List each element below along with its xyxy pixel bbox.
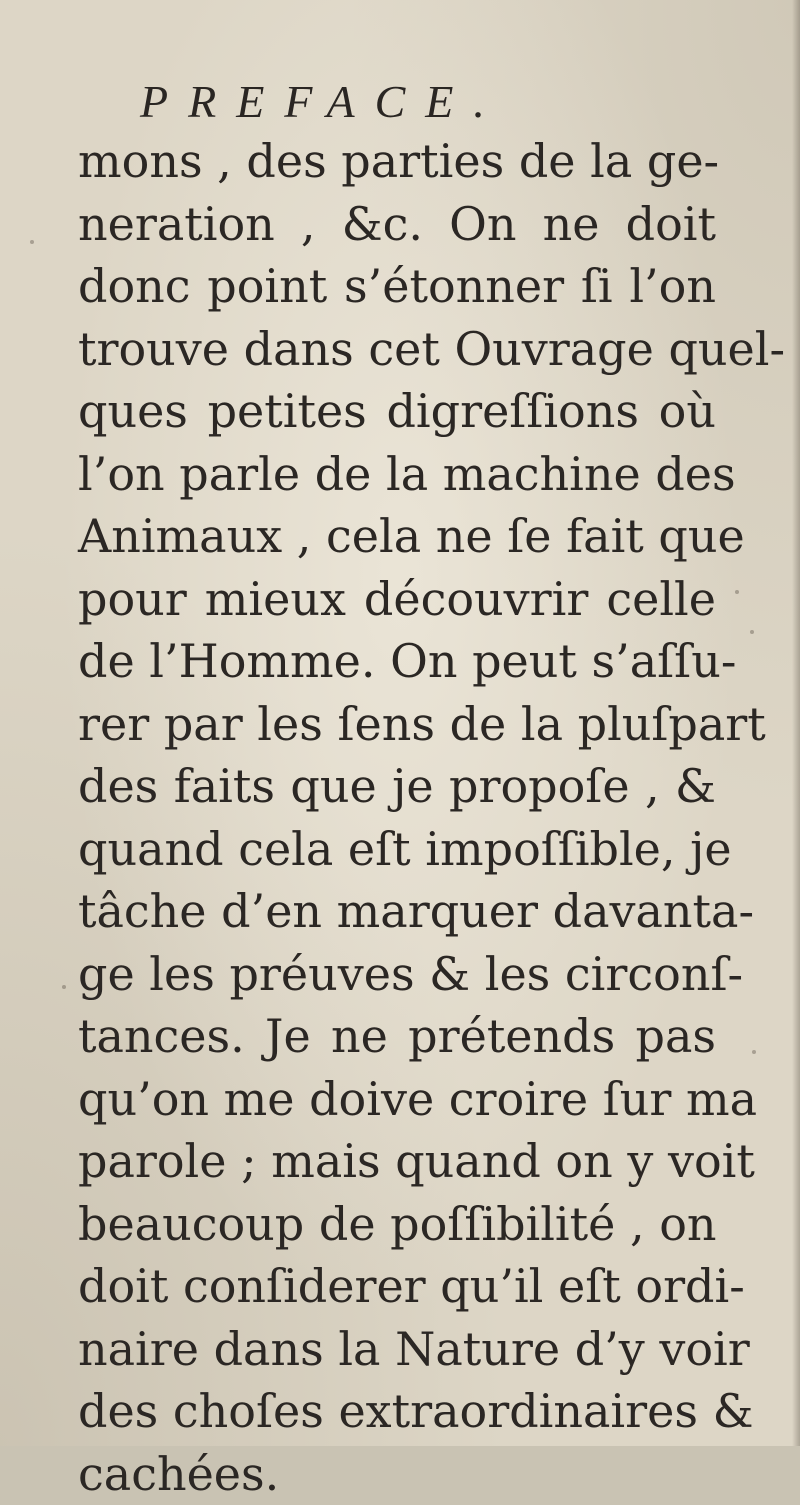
paper-speck	[30, 240, 34, 244]
text-line: l’on parle de la machine des	[78, 443, 716, 506]
text-line: qu’on me doive croire ſur ma	[78, 1068, 716, 1131]
text-line: ge les préuves & les circonſ-	[78, 943, 716, 1006]
text-line: mons , des parties de la ge-	[78, 130, 716, 193]
text-line: parole ; mais quand on y voit	[78, 1130, 716, 1193]
text-line: Animaux , cela ne ſe fait que	[78, 505, 716, 568]
text-line: pour mieux découvrir celle	[78, 568, 716, 631]
text-line: donc point s’étonner ſi l’on	[78, 255, 716, 318]
text-line: neration , &c. On ne doit	[78, 193, 716, 256]
text-line: rer par les ſens de la pluſpart	[78, 693, 716, 756]
body-text	[78, 130, 716, 1505]
text-line: beaucoup de poſſibilité , on	[78, 1193, 716, 1256]
text-line: naire dans la Nature d’y voir	[78, 1318, 716, 1381]
page-edge-shadow	[792, 0, 800, 1446]
paper-speck	[735, 590, 739, 594]
text-line: tâche d’en marquer davanta-	[78, 880, 716, 943]
text-line: doit conſiderer qu’il eſt ordi-	[78, 1255, 716, 1318]
text-line: des faits que je propoſe , &	[78, 755, 716, 818]
text-line: ques petites digreſſions où	[78, 380, 716, 443]
text-line: de l’Homme. On peut s’aſſu-	[78, 630, 716, 693]
paper-speck	[750, 630, 754, 634]
text-line: des choſes extraordinaires &	[78, 1380, 716, 1443]
paper-speck	[62, 985, 66, 989]
running-head: PREFACE.	[140, 72, 620, 132]
text-line: cachées.	[78, 1443, 716, 1505]
text-line: trouve dans cet Ouvrage quel-	[78, 318, 716, 381]
text-line: tances. Je ne prétends pas	[78, 1005, 716, 1068]
paper-speck	[752, 1050, 756, 1054]
text-line: quand cela eſt impoſſible, je	[78, 818, 716, 881]
